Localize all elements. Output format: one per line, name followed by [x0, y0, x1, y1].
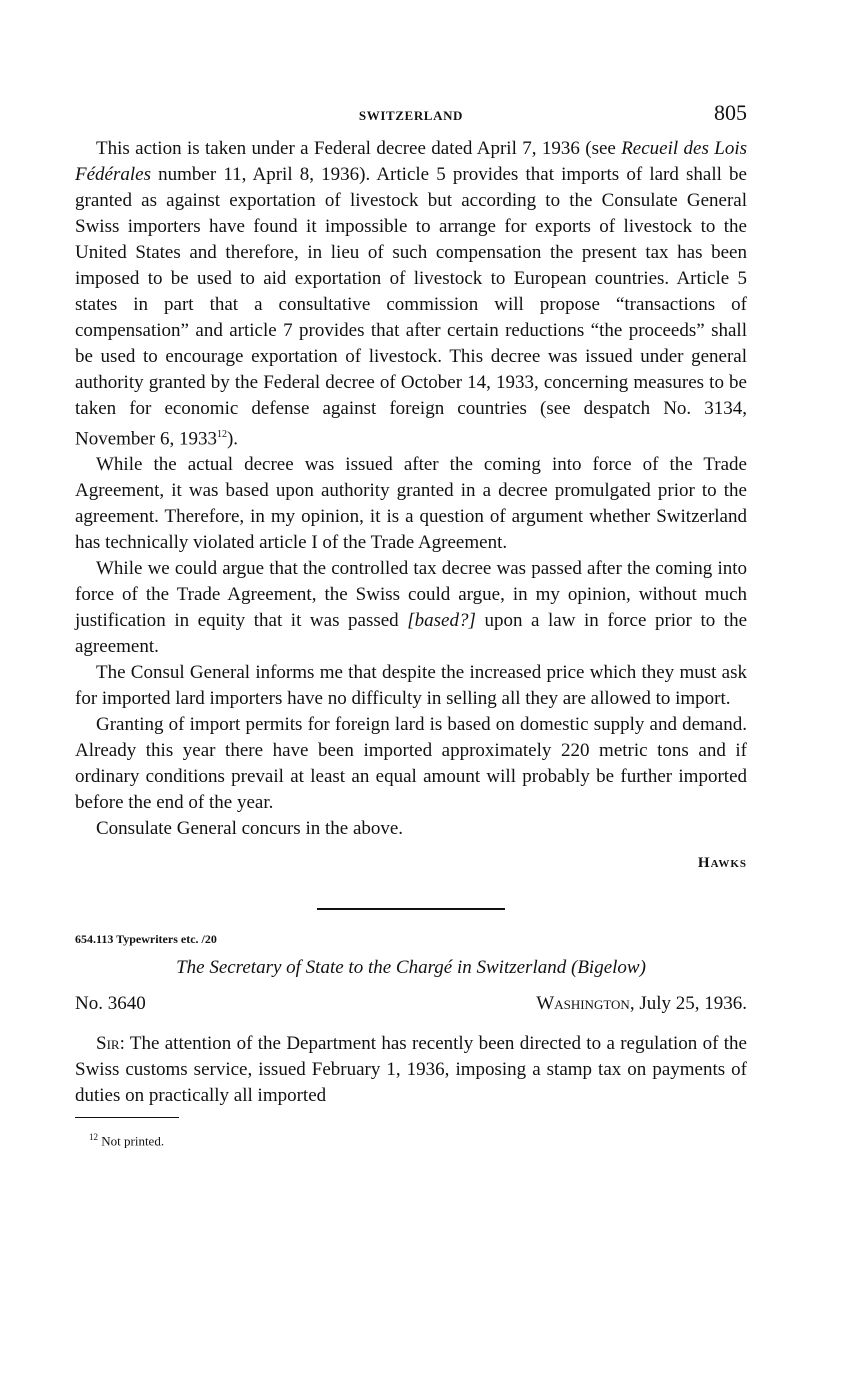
paragraph: Consulate General concurs in the above. — [96, 818, 404, 840]
footnote: $^{12}$ Not printed. — [89, 1132, 165, 1149]
running-head: SWITZERLAND — [358, 108, 464, 123]
footnote-rule — [75, 1117, 179, 1118]
publication-title: Recueil des Lois Fédérales — [75, 138, 747, 185]
page-header — [75, 100, 747, 136]
dateline — [75, 993, 747, 1019]
paragraph: This action is taken under a Federal decree dated April 7, 1936 (see Recueil des Lois Fédérales number 11, April 8, 1936). Article 5 provides that imports of lard shall be granted as against exportation of livestock but according to the Consulate General Swiss importers have found it impossible to arrange for exports of livestock to the United States and therefore, in lieu of such compensation the present tax has been imposed to be used to aid exportation of livestock to European countries. Article 5 states in part that a consultative commission will propose “transactions of compensation” and article 7 provides that after certain reductions “the proceeds” shall be used to encourage exportation of livestock. This decree was issued under general authority granted by the Federal decree of October 14, 1933, concerning measures to be taken for economic defense against foreign countries (see despatch No. 3134, November 6, 1933$^{12}$). — [75, 138, 747, 450]
place-date: Washington, July 25, 1936. — [536, 993, 747, 1015]
paragraph: While we could argue that the controlled tax decree was passed after the coming into force of the Trade Agreement, the Swiss could argue, in my opinion, without much justification in equity that it was passed [based?] upon a law in force prior to the agreement. — [75, 558, 747, 658]
page-number: 805 — [714, 100, 747, 125]
paragraph: While the actual decree was issued after the coming into force of the Trade Agreement, it was based upon authority granted in a decree promulgated prior to the agreement. Therefore, in my opinion, it is a question of argument whether Switzerland has technically violated article I of the Trade Agreement. — [75, 454, 747, 554]
document-title: The Secretary of State to the Chargé in Switzerland (Bigelow) — [176, 957, 646, 979]
letter-body: Sir: The attention of the Department has recently been directed to a regulation of the Swiss customs service, issued February 1, 1936, imposing a stamp tax on payments of duties on practically all imported — [75, 1033, 747, 1107]
editorial-insertion: [based?] — [407, 610, 476, 632]
document-number: No. 3640 — [75, 993, 146, 1015]
file-reference: 654.113 Typewriters etc. /20 — [75, 932, 217, 947]
paragraph: The Consul General informs me that despite the increased price which they must ask for imported lard importers have no difficulty in selling all they are allowed to import. — [75, 662, 747, 710]
salutation: Sir — [96, 1033, 120, 1055]
footnote-reference: 12 — [216, 429, 227, 440]
signature: Hawks — [697, 855, 747, 872]
footnote-marker: 12 — [89, 1132, 98, 1143]
document-page — [75, 100, 747, 1150]
dispatch-body — [75, 136, 747, 842]
paragraph: Granting of import permits for foreign lard is based on domestic supply and demand. Already this year there have been imported approximately 220 metric tons and if ordinary conditions prevail at least an equal amount will probably be further imported before the end of the year. — [75, 714, 747, 814]
section-divider — [317, 908, 505, 910]
